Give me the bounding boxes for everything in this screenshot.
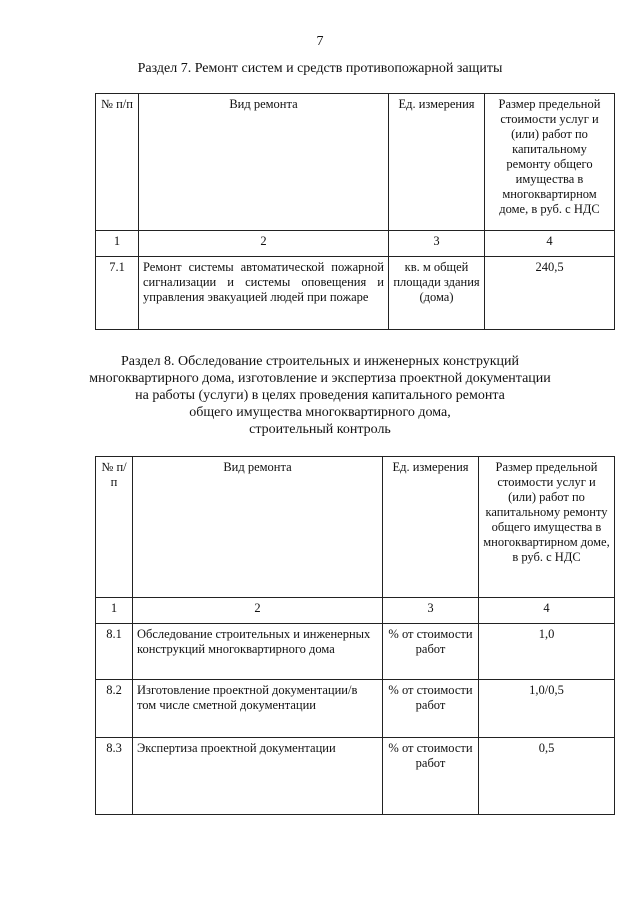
row-unit: % от стоимости работ <box>383 624 479 680</box>
index-cell: 2 <box>133 598 383 624</box>
section-8-title-line: многоквартирного дома, изготовление и экспертиза проектной документации <box>89 371 551 386</box>
table-row <box>96 680 615 738</box>
row-repair-type: Ремонт системы автоматической пожарной сигнализации и системы оповещения и управления эвакуацией людей при пожаре <box>139 257 389 330</box>
header-unit: Ед. измерения <box>383 457 479 598</box>
row-price: 240,5 <box>485 257 615 330</box>
header-price: Размер предельной стоимости услуг и (или) работ по капитальному ремонту общего имущества в многоквартирном доме, в руб. с НДС <box>485 94 615 231</box>
table-header-row <box>96 457 615 598</box>
row-num: 7.1 <box>96 257 139 330</box>
row-repair-type: Изготовление проектной документации/в том числе сметной документации <box>133 680 383 738</box>
header-unit: Ед. измерения <box>389 94 485 231</box>
index-cell: 2 <box>139 231 389 257</box>
table-row <box>96 738 615 815</box>
row-num: 8.3 <box>96 738 133 815</box>
row-repair-type: Обследование строительных и инженерных конструкций многоквартирного дома <box>133 624 383 680</box>
index-cell: 1 <box>96 231 139 257</box>
header-num: № п/п <box>96 94 139 231</box>
header-num: № п/п <box>96 457 133 598</box>
section-8-title <box>80 353 560 438</box>
section-8-table <box>95 456 615 815</box>
row-num: 8.1 <box>96 624 133 680</box>
section-7-title: Раздел 7. Ремонт систем и средств противопожарной защиты <box>137 61 503 76</box>
table-header-row <box>96 94 615 231</box>
header-price: Размер предельной стоимости услуг и (или) работ по капитальному ремонту общего имущества в многоквартирном доме, в руб. с НДС <box>479 457 615 598</box>
row-price: 1,0/0,5 <box>479 680 615 738</box>
header-repair-type: Вид ремонта <box>133 457 383 598</box>
section-7-table <box>95 93 615 330</box>
index-cell: 4 <box>485 231 615 257</box>
header-repair-type: Вид ремонта <box>139 94 389 231</box>
table-index-row <box>96 231 615 257</box>
section-8-title-line: общего имущества многоквартирного дома, <box>189 405 451 420</box>
row-unit: % от стоимости работ <box>383 738 479 815</box>
table-row <box>96 257 615 330</box>
row-repair-type: Экспертиза проектной документации <box>133 738 383 815</box>
row-num: 8.2 <box>96 680 133 738</box>
row-price: 1,0 <box>479 624 615 680</box>
index-cell: 3 <box>383 598 479 624</box>
section-8-title-line: Раздел 8. Обследование строительных и инженерных конструкций <box>120 354 520 369</box>
section-8-title-line: на работы (услуги) в целях проведения капитального ремонта <box>135 388 505 403</box>
row-unit: кв. м общей площади здания (дома) <box>389 257 485 330</box>
page-number: 7 <box>316 34 324 49</box>
index-cell: 4 <box>479 598 615 624</box>
index-cell: 3 <box>389 231 485 257</box>
row-unit: % от стоимости работ <box>383 680 479 738</box>
row-price: 0,5 <box>479 738 615 815</box>
index-cell: 1 <box>96 598 133 624</box>
table-row <box>96 624 615 680</box>
section-8-title-line: строительный контроль <box>249 422 391 437</box>
table-index-row <box>96 598 615 624</box>
